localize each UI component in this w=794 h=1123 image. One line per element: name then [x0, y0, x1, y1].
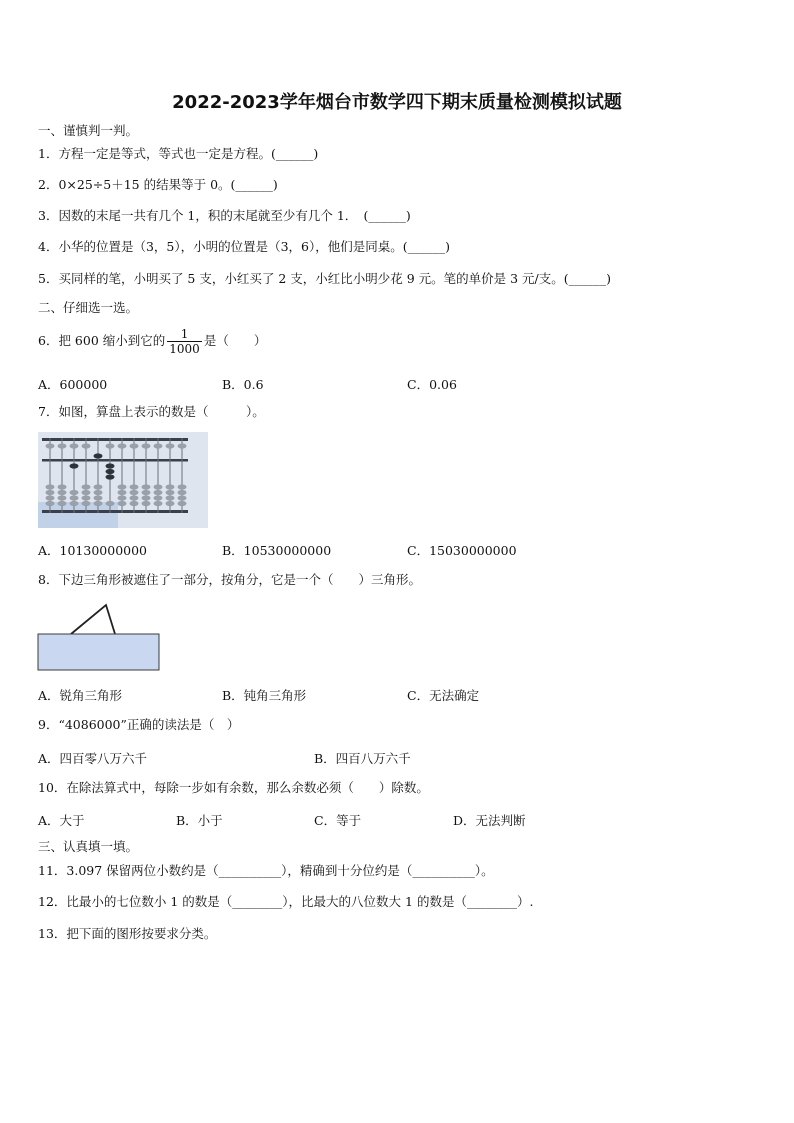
question-8: 8．下边三角形被遮住了一部分，按角分，它是一个（ ）三角形。 [38, 572, 421, 587]
abacus-bead [142, 490, 151, 495]
abacus-bead [70, 501, 79, 506]
abacus-bead [94, 495, 103, 500]
question-9: 9．“4086000”正确的读法是（ ） [38, 717, 240, 732]
abacus-bead [166, 490, 175, 495]
q7-option-b: B．10530000000 [222, 543, 332, 558]
question-1: 1．方程一定是等式，等式也一定是方程。(______) [38, 146, 319, 161]
q10-option-a: A．大于 [38, 813, 85, 828]
abacus-bead [154, 443, 163, 448]
question-6-prefix: 6．把 600 缩小到它的 [38, 333, 166, 348]
abacus-bead [178, 443, 187, 448]
question-11: 11．3.097 保留两位小数约是（__________），精确到十分位约是（__________）。 [38, 863, 494, 878]
question-2: 2．0×25÷5＋15 的结果等于 0。(______) [38, 177, 278, 192]
abacus-bead [58, 495, 67, 500]
q6-option-b: B．0.6 [222, 377, 264, 392]
abacus-bead [106, 443, 115, 448]
cover-rectangle [38, 634, 159, 670]
abacus-bead [82, 490, 91, 495]
abacus-bead [130, 490, 139, 495]
question-7: 7．如图，算盘上表示的数是（ ）。 [38, 404, 265, 419]
abacus-bead [46, 501, 55, 506]
abacus-bead [106, 463, 115, 468]
q10-option-b: B．小于 [176, 813, 223, 828]
abacus-bead [166, 484, 175, 489]
abacus-bead [82, 484, 91, 489]
abacus-bead [82, 501, 91, 506]
abacus-bead [154, 501, 163, 506]
abacus-bead [46, 484, 55, 489]
q9-option-b: B．四百八万六千 [314, 751, 411, 766]
question-3: 3．因数的末尾一共有几个 1，积的末尾就至少有几个 1． (______) [38, 208, 411, 223]
abacus-bead [58, 443, 67, 448]
abacus-figure [38, 432, 208, 528]
fraction [167, 327, 202, 356]
q7-option-a: A．10130000000 [38, 543, 148, 558]
abacus-bead [46, 443, 55, 448]
q6-option-a: A．600000 [38, 377, 108, 392]
abacus-bead [130, 443, 139, 448]
abacus-bead [94, 490, 103, 495]
abacus-bead [166, 501, 175, 506]
q7-option-c: C．15030000000 [407, 543, 517, 558]
question-4: 4．小华的位置是（3，5），小明的位置是（3，6），他们是同桌。(______) [38, 239, 451, 254]
abacus-bead [82, 443, 91, 448]
covered-triangle-figure [37, 602, 161, 672]
abacus-bead [94, 501, 103, 506]
section-2-heading: 二、仔细选一选。 [38, 300, 139, 315]
abacus-bead [106, 501, 115, 506]
abacus-bead [118, 495, 127, 500]
abacus-bead [142, 495, 151, 500]
abacus-bead [118, 443, 127, 448]
abacus-bead [106, 469, 115, 474]
abacus-bead [118, 490, 127, 495]
abacus-bead [46, 495, 55, 500]
abacus-bead [70, 443, 79, 448]
abacus-bead [58, 490, 67, 495]
section-1-heading: 一、谨慎判一判。 [38, 123, 139, 138]
question-10: 10．在除法算式中，每除一步如有余数，那么余数必须（ ）除数。 [38, 780, 429, 795]
abacus-bead [154, 484, 163, 489]
q10-option-c: C．等于 [314, 813, 362, 828]
abacus-bead [94, 484, 103, 489]
fraction-numerator: 1 [167, 327, 202, 342]
abacus-bead [82, 495, 91, 500]
abacus-bead [70, 495, 79, 500]
abacus-bead [178, 490, 187, 495]
question-6-suffix: 是（ ） [203, 333, 267, 348]
q8-option-b: B．钝角三角形 [222, 688, 307, 703]
q10-option-d: D．无法判断 [453, 813, 526, 828]
question-12: 12．比最小的七位数小 1 的数是（________），比最大的八位数大 1 的数是（________）. [38, 894, 534, 909]
abacus-bead [70, 463, 79, 468]
abacus-bead [154, 495, 163, 500]
q8-option-c: C．无法确定 [407, 688, 480, 703]
abacus-bead [118, 501, 127, 506]
question-6 [38, 327, 266, 356]
abacus-bead [58, 484, 67, 489]
abacus-bead [106, 474, 115, 479]
abacus-bead [130, 501, 139, 506]
abacus-bead [70, 490, 79, 495]
abacus-bead [142, 501, 151, 506]
abacus-bead [118, 484, 127, 489]
abacus-bead [178, 501, 187, 506]
abacus-bead [178, 484, 187, 489]
question-5: 5．买同样的笔，小明买了 5 支，小红买了 2 支，小红比小明少花 9 元。笔的单价是 3 元/支。(______) [38, 271, 612, 286]
section-3-heading: 三、认真填一填。 [38, 839, 139, 854]
abacus-bead [166, 495, 175, 500]
page-title: 2022-2023学年烟台市数学四下期末质量检测模拟试题 [172, 92, 622, 113]
q6-option-c: C．0.06 [407, 377, 457, 392]
fraction-denominator: 1000 [169, 342, 200, 356]
abacus-bead [154, 490, 163, 495]
q9-option-a: A．四百零八万六千 [38, 751, 148, 766]
q8-option-a: A．锐角三角形 [38, 688, 123, 703]
abacus-bead [58, 501, 67, 506]
abacus-bead [142, 443, 151, 448]
abacus-bead [166, 443, 175, 448]
abacus-bead [130, 484, 139, 489]
abacus-bead [142, 484, 151, 489]
abacus-bead [178, 495, 187, 500]
abacus-bead [46, 490, 55, 495]
question-13: 13．把下面的图形按要求分类。 [38, 926, 217, 941]
abacus-bead [94, 453, 103, 458]
abacus-bead [130, 495, 139, 500]
